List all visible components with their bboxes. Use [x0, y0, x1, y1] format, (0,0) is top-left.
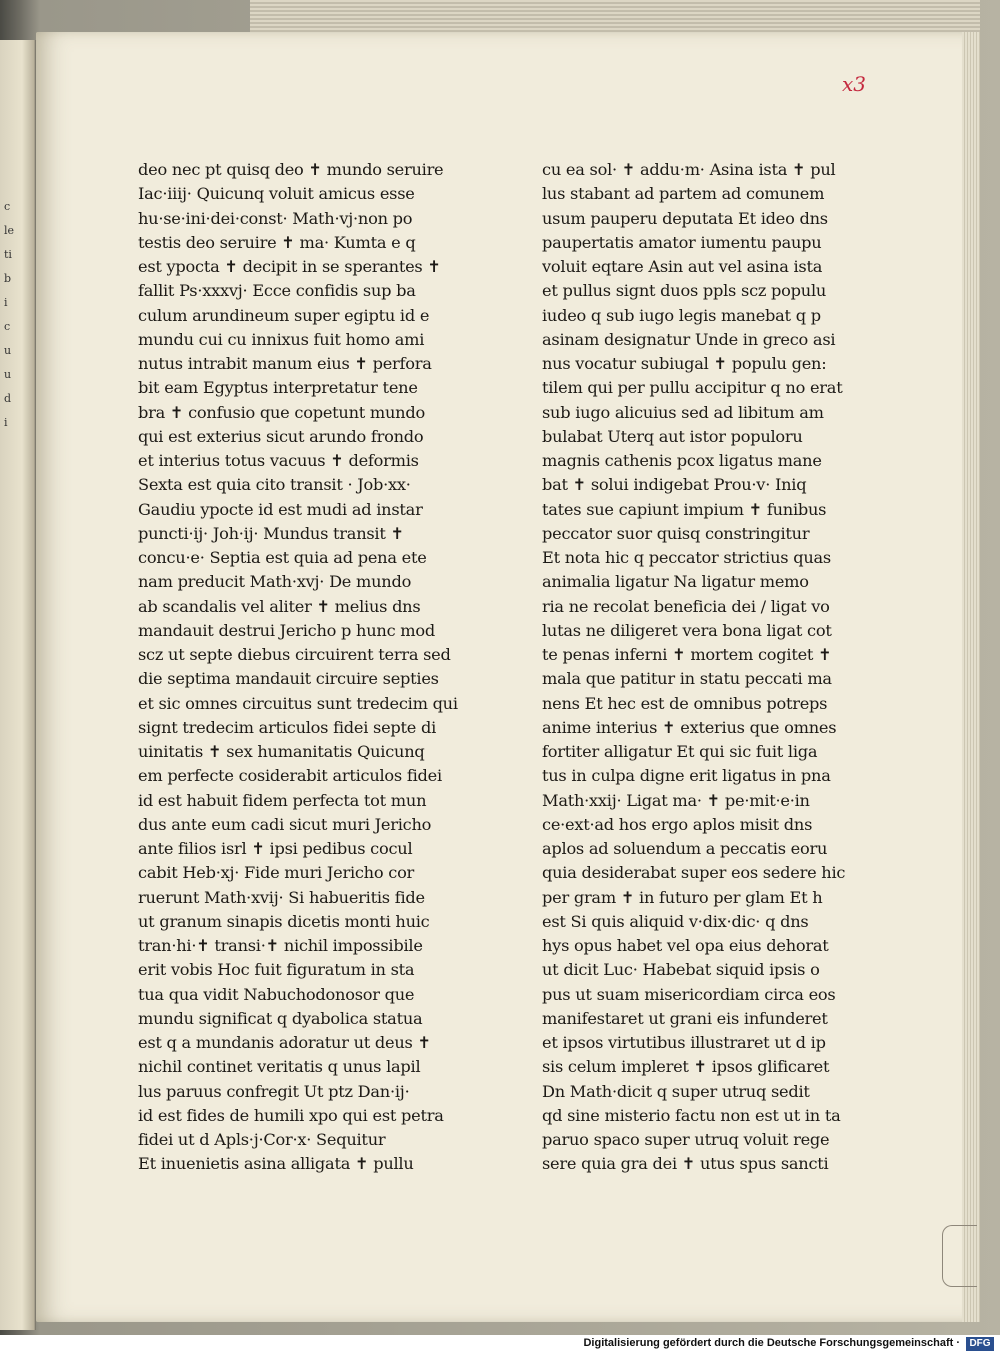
text-line: et pullus signt duos ppls scz populu — [542, 281, 827, 301]
dfg-logo: DFG — [966, 1337, 994, 1351]
text-line: bulabat Uterq aut istor populoru — [542, 426, 803, 446]
text-line: Gaudiu ypocte id est mudi ad instar — [138, 499, 423, 519]
text-line: nichil continet veritatis q unus lapil — [138, 1057, 421, 1077]
text-line: puncti·ij· Joh·ij· Mundus transit ✝ — [138, 523, 404, 543]
text-line: paruo spaco super utruq voluit rege — [542, 1130, 830, 1149]
text-line: bit eam Egyptus interpretatur tene — [138, 378, 418, 398]
previous-page-edge — [0, 40, 36, 1330]
text-line: paupertatis amator iumentu paupu — [542, 232, 822, 252]
text-line: scz ut septe diebus circuirent terra sed — [138, 645, 451, 664]
page-stack-right — [962, 32, 980, 1322]
text-line: iudeo q sub iugo legis manebat q p — [542, 305, 821, 325]
prev-page-fragment: d — [4, 392, 12, 405]
text-line: Math·xxij· Ligat ma· ✝ pe·mit·e·in — [542, 790, 810, 810]
text-line: erit vobis Hoc fuit figuratum in sta — [138, 960, 415, 980]
right-text-column — [542, 158, 864, 1177]
text-line: est q a mundanis adoratur ut deus ✝ — [138, 1033, 431, 1052]
text-line: est Si quis aliquid v·dix·dic· q dns — [542, 911, 809, 931]
text-line: ab scandalis vel aliter ✝ melius dns — [138, 596, 421, 616]
text-line: nus vocatur subiugal ✝ populu gen: — [542, 354, 827, 373]
text-line: testis deo seruire ✝ ma· Kumta e q — [138, 232, 416, 252]
text-line: est ypocta ✝ decipit in se sperantes ✝ — [138, 257, 441, 276]
text-line: sub iugo alicuius sed ad libitum am — [542, 402, 824, 422]
text-line: cu ea sol· ✝ addu·m· Asina ista ✝ pul — [542, 160, 836, 179]
text-line: qui est exterius sicut arundo frondo — [138, 426, 424, 446]
text-line: manifestaret ut grani eis infunderet — [542, 1008, 828, 1028]
prev-page-fragment: b — [4, 272, 12, 285]
prev-page-fragment: c — [4, 200, 11, 213]
text-line: ut dicit Luc· Habebat siquid ipsis o — [542, 960, 820, 980]
text-line: qd sine misterio factu non est ut in ta — [542, 1105, 841, 1125]
text-line: dus ante eum cadi sicut muri Jericho — [138, 814, 432, 834]
text-line: sis celum impleret ✝ ipsos glificaret — [542, 1057, 830, 1077]
text-line: concu·e· Septia est quia ad pena ete — [138, 548, 427, 567]
folio-number: x3 — [842, 72, 867, 96]
library-stamp — [942, 1225, 977, 1287]
prev-page-fragment: u — [4, 344, 12, 357]
text-line: em perfecte cosiderabit articulos fidei — [138, 766, 442, 786]
text-line: bat ✝ solui indigebat Prou·v· Iniq — [542, 475, 807, 495]
text-line: anime interius ✝ exterius que omnes — [542, 717, 837, 737]
text-line: tilem qui per pullu accipitur q no erat — [542, 378, 843, 398]
text-line: aplos ad soluendum a peccatis eoru — [542, 839, 828, 858]
text-line: magnis cathenis pcox ligatus mane — [542, 451, 822, 470]
text-line: tua qua vidit Nabuchodonosor que — [138, 984, 415, 1004]
text-line: et interius totus vacuus ✝ deformis — [138, 451, 419, 470]
text-line: lutas ne diligeret vera bona ligat cot — [542, 620, 832, 640]
text-line: et ipsos virtutibus illustraret ut d ip — [542, 1033, 826, 1052]
prev-page-fragment: le — [4, 224, 15, 237]
funding-credit: Digitalisierung gefördert durch die Deutsche Forschungsgemeinschaft · — [583, 1337, 960, 1349]
text-line: Et nota hic q peccator strictius quas — [542, 548, 831, 567]
text-line: fidei ut d Apls·j·Cor·x· Sequitur — [138, 1130, 386, 1149]
text-line: tus in culpa digne erit ligatus in pna — [542, 766, 831, 786]
text-line: tates sue capiunt impium ✝ funibus — [542, 499, 827, 519]
text-line: die septima mandauit circuire septies — [138, 669, 439, 689]
text-line: fortiter alligatur Et qui sic fuit liga — [542, 742, 818, 761]
prev-page-fragment: i — [4, 296, 8, 309]
text-line: Sexta est quia cito transit · Job·xx· — [138, 475, 411, 495]
page-stack-top — [250, 0, 980, 34]
text-line: Iac·iiij· Quicunq voluit amicus esse — [138, 184, 415, 204]
text-line: culum arundineum super egiptu id e — [138, 305, 430, 325]
prev-page-fragment: u — [4, 368, 12, 381]
text-line: asinam designatur Unde in greco asi — [542, 329, 836, 349]
text-line: deo nec pt quisq deo ✝ mundo seruire — [138, 160, 444, 179]
text-line: hys opus habet vel opa eius dehorat — [542, 936, 829, 955]
text-line: mandauit destrui Jericho p hunc mod — [138, 620, 436, 640]
text-line: Et inuenietis asina alligata ✝ pullu — [138, 1154, 414, 1174]
text-line: bra ✝ confusio que copetunt mundo — [138, 402, 425, 422]
text-line: ruerunt Math·xvij· Si habueritis fide — [138, 887, 425, 907]
text-line: et sic omnes circuitus sunt tredecim qui — [138, 693, 458, 713]
text-line: pus ut suam misericordiam circa eos — [542, 984, 836, 1004]
prev-page-fragment: c — [4, 320, 11, 333]
text-line: animalia ligatur Na ligatur memo — [542, 572, 809, 592]
text-line: peccator suor quisq constringitur — [542, 523, 810, 543]
prev-page-fragment: i — [4, 416, 8, 429]
text-line: uinitatis ✝ sex humanitatis Quicunq — [138, 742, 425, 761]
text-line: signt tredecim articulos fidei septe di — [138, 717, 437, 737]
text-line: ria ne recolat beneficia dei / ligat vo — [542, 596, 830, 616]
footer-bar — [0, 1335, 1000, 1354]
text-line: nens Et hec est de omnibus potreps — [542, 693, 828, 713]
text-line: id est fides de humili xpo qui est petra — [138, 1105, 444, 1125]
text-line: mundu cui cu innixus fuit homo ami — [138, 329, 425, 349]
text-line: sere quia gra dei ✝ utus spus sancti — [542, 1154, 829, 1174]
text-line: nam preducit Math·xvj· De mundo — [138, 572, 412, 592]
text-line: per gram ✝ in futuro per glam Et h — [542, 887, 823, 907]
text-line: lus stabant ad partem ad comunem — [542, 184, 825, 204]
text-line: hu·se·ini·dei·const· Math·vj·non po — [138, 208, 413, 228]
text-line: usum pauperu deputata Et ideo dns — [542, 208, 828, 228]
text-line: voluit eqtare Asin aut vel asina ista — [542, 257, 823, 276]
text-line: tran·hi·✝ transi·✝ nichil impossibile — [138, 936, 423, 955]
prev-page-fragment: ti — [4, 248, 12, 261]
text-line: fallit Ps·xxxvj· Ecce confidis sup ba — [138, 281, 416, 301]
text-line: quia desiderabat super eos sedere hic — [542, 863, 846, 883]
text-line: id est habuit fidem perfecta tot mun — [138, 790, 427, 810]
text-line: nutus intrabit manum eius ✝ perfora — [138, 354, 432, 373]
text-line: te penas inferni ✝ mortem cogitet ✝ — [542, 645, 832, 664]
text-line: mundu significat q dyabolica statua — [138, 1008, 423, 1028]
text-line: mala que patitur in statu peccati ma — [542, 669, 832, 689]
text-line: lus paruus confregit Ut ptz Dan·ij· — [138, 1081, 410, 1101]
left-text-column — [138, 158, 460, 1177]
text-line: ut granum sinapis dicetis monti huic — [138, 911, 430, 931]
text-line: cabit Heb·xj· Fide muri Jericho cor — [138, 863, 415, 883]
text-line: ce·ext·ad hos ergo aplos misit dns — [542, 814, 813, 834]
text-line: Dn Math·dicit q super utruq sedit — [542, 1081, 810, 1101]
text-line: ante filios isrl ✝ ipsi pedibus cocul — [138, 839, 413, 858]
